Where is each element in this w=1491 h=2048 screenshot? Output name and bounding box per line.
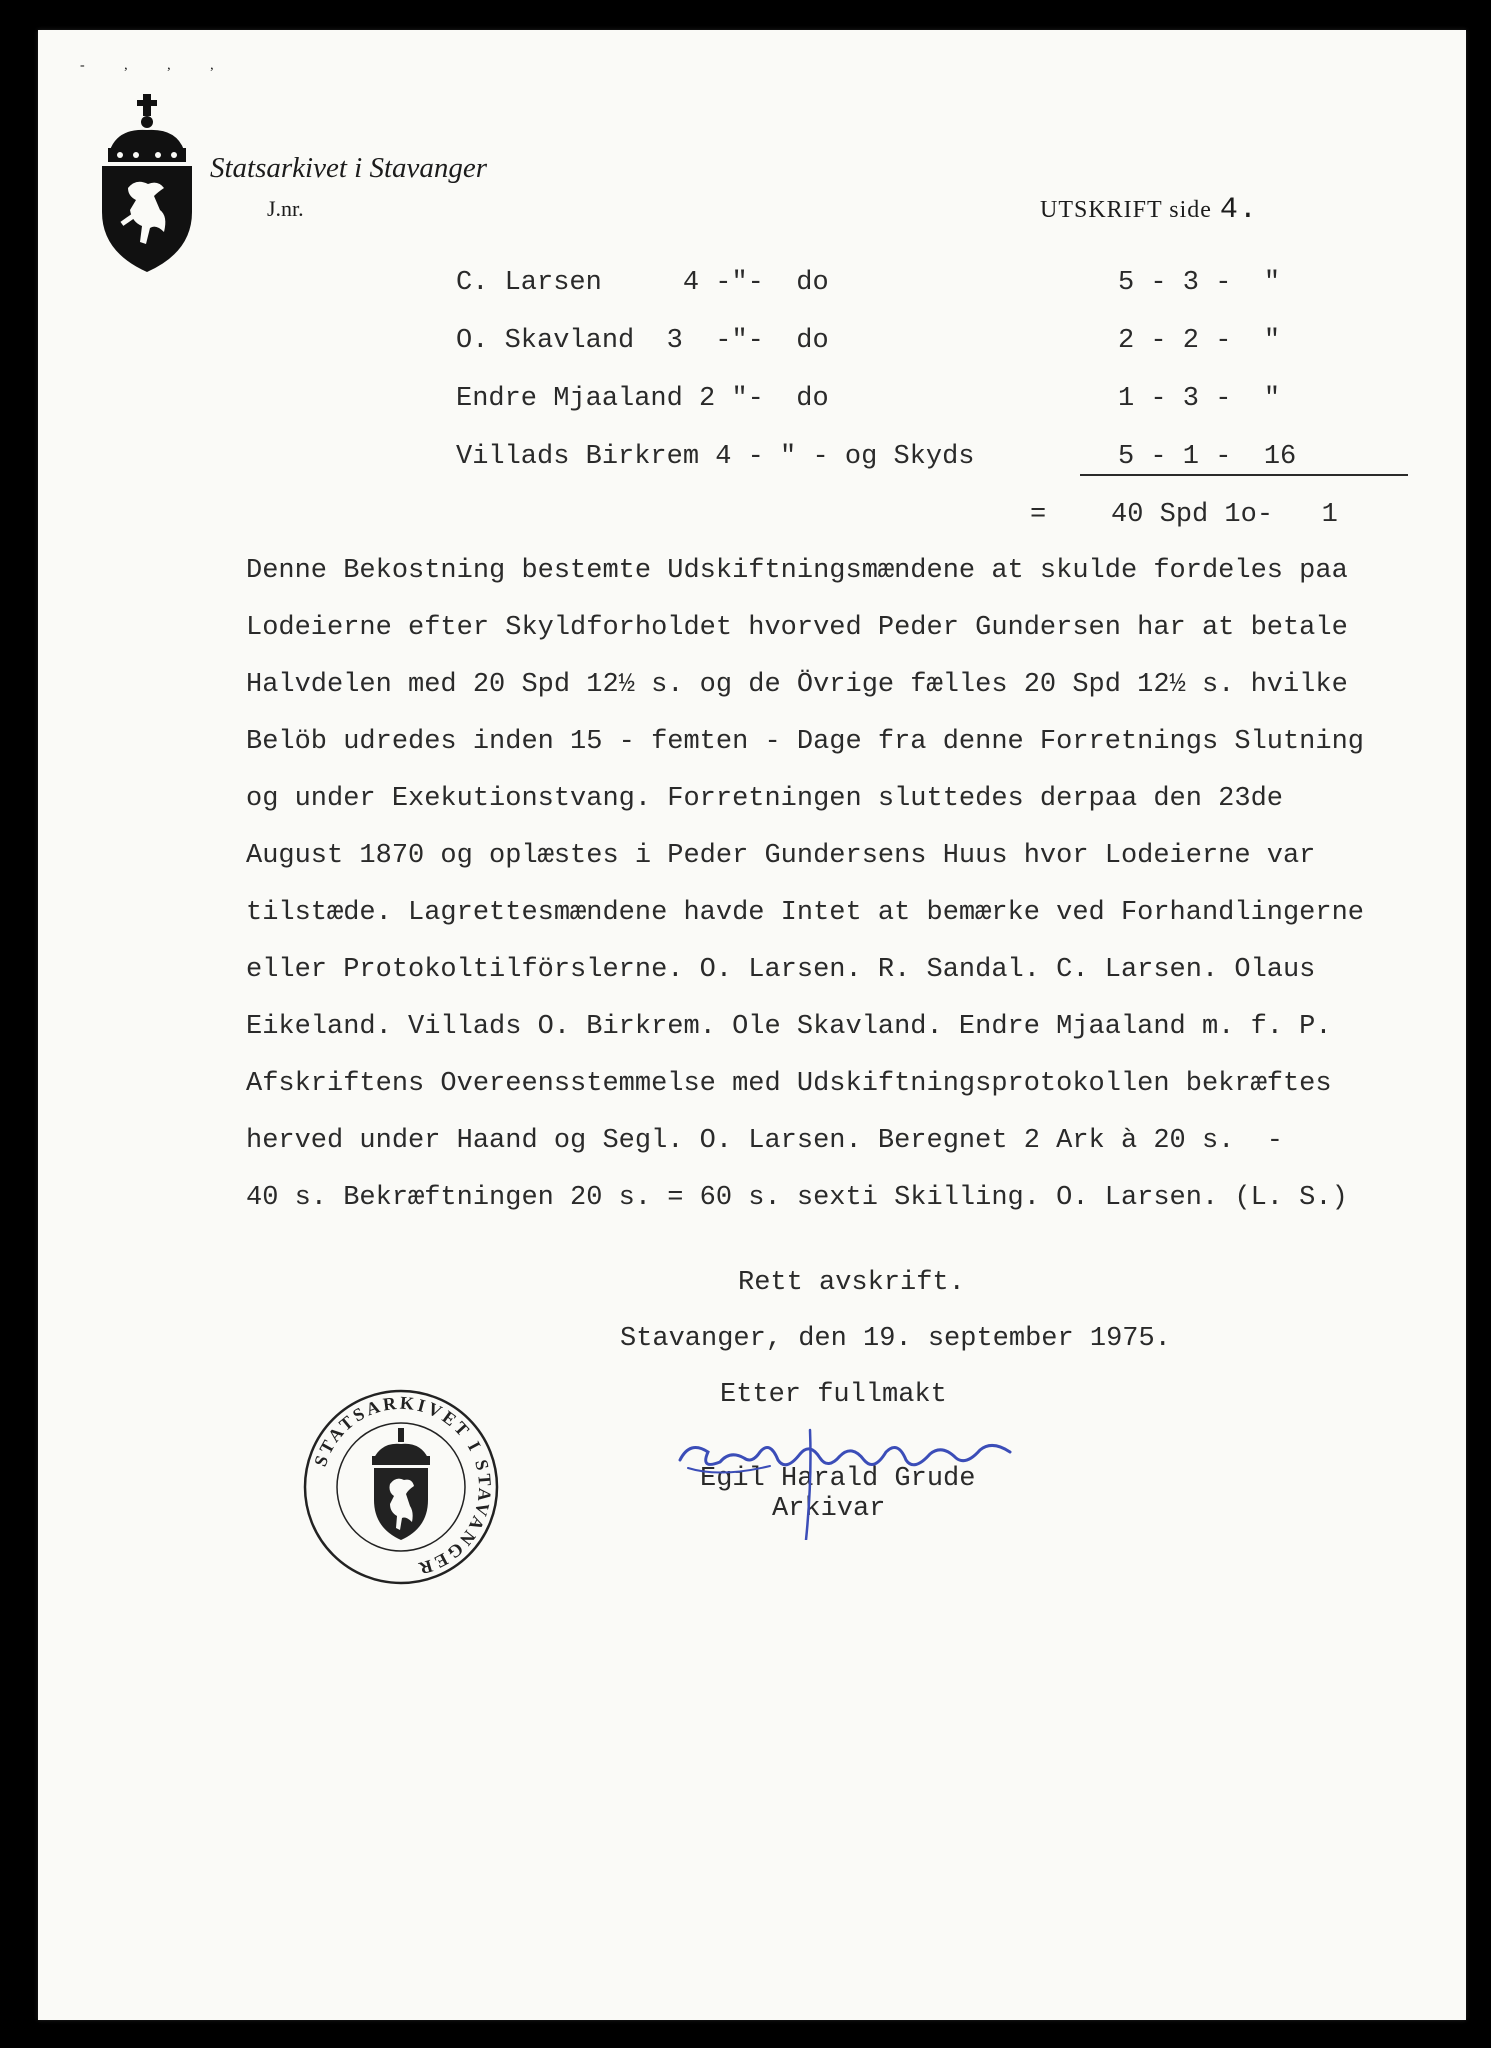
- signer-title: Arkivar: [772, 1494, 886, 1524]
- body-text-line: Halvdelen med 20 Spd 12½ s. og de Övrige fælles 20 Spd 12½ s. hvilke: [246, 670, 1348, 700]
- seal-text: STATSARKIVET I STAVANGER: [310, 1392, 496, 1580]
- coat-of-arms-icon: [98, 92, 196, 274]
- place-date: Stavanger, den 19. september 1975.: [620, 1324, 1171, 1354]
- cost-row-amount: 5 - 1 - 16: [1118, 442, 1297, 472]
- body-text-line: herved under Haand og Segl. O. Larsen. Beregnet 2 Ark à 20 s. -: [246, 1126, 1283, 1156]
- body-text-line: Lodeierne efter Skyldforholdet hvorved Peder Gundersen har at betale: [246, 613, 1348, 643]
- body-text-line: tilstæde. Lagrettesmændene havde Intet at bemærke ved Forhandlingerne: [246, 898, 1364, 928]
- journal-number-label: J.nr.: [267, 196, 304, 221]
- body-text-line: Belöb udredes inden 15 - femten - Dage fra denne Forretnings Slutning: [246, 727, 1364, 757]
- body-text-line: August 1870 og oplæstes i Peder Gundersens Huus hvor Lodeierne var: [246, 841, 1316, 871]
- handwritten-signature: [660, 1400, 1040, 1540]
- body-text-line: eller Protokoltilförslerne. O. Larsen. R. Sandal. C. Larsen. Olaus: [246, 955, 1316, 985]
- institution-name: Statsarkivet i Stavanger: [210, 152, 488, 184]
- cost-row-label: O. Skavland 3 -"- do: [456, 326, 829, 356]
- cost-row-amount: 5 - 3 - ": [1118, 268, 1281, 298]
- cost-row-label: Endre Mjaaland 2 "- do: [456, 384, 829, 414]
- page-marker: - , , ,: [80, 58, 232, 73]
- sum-rule: [1080, 474, 1408, 476]
- body-text-line: og under Exekutionstvang. Forretningen sluttedes derpaa den 23de: [246, 784, 1283, 814]
- transcript-label: UTSKRIFT side: [1040, 197, 1212, 223]
- cost-row-label: C. Larsen 4 -"- do: [456, 268, 829, 298]
- cost-row-label: Villads Birkrem 4 - " - og Skyds: [456, 442, 975, 472]
- signer-name: Egil Harald Grude: [700, 1464, 976, 1494]
- archive-seal: [302, 1388, 500, 1586]
- body-text-line: Eikeland. Villads O. Birkrem. Ole Skavland. Endre Mjaaland m. f. P.: [246, 1012, 1332, 1042]
- page-number: 4.: [1219, 193, 1258, 227]
- cost-total: = 40 Spd 1o- 1: [1030, 500, 1338, 530]
- authority-text: Etter fullmakt: [720, 1380, 947, 1410]
- body-text-line: Denne Bekostning bestemte Udskiftningsmændene at skulde fordeles paa: [246, 556, 1348, 586]
- body-text-line: Afskriftens Overeensstemmelse med Udskiftningsprotokollen bekræftes: [246, 1069, 1332, 1099]
- certification-text: Rett avskrift.: [738, 1268, 965, 1298]
- cost-row-amount: 2 - 2 - ": [1118, 326, 1281, 356]
- cost-row-amount: 1 - 3 - ": [1118, 384, 1281, 414]
- body-text-line: 40 s. Bekræftningen 20 s. = 60 s. sexti Skilling. O. Larsen. (L. S.): [246, 1183, 1348, 1213]
- transcript-page-header: [1040, 193, 1258, 227]
